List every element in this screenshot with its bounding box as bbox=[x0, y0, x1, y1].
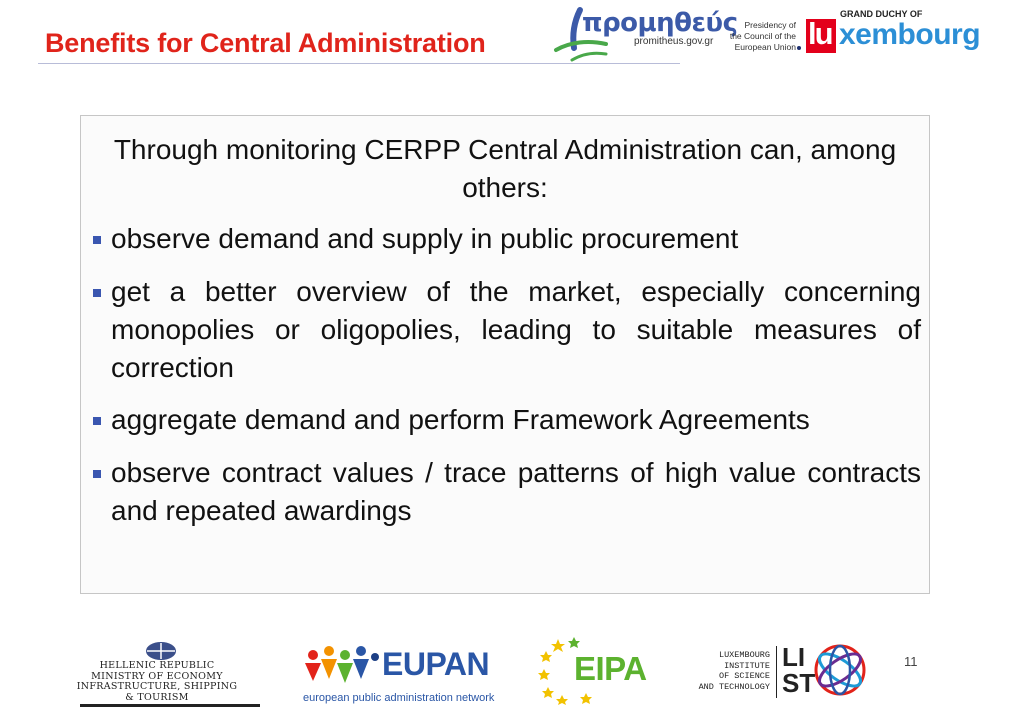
bullet-square-icon bbox=[93, 289, 101, 297]
eupan-subtitle: european public administration network bbox=[303, 692, 495, 704]
bullet-item bbox=[93, 220, 921, 258]
bullet-item bbox=[93, 454, 921, 530]
prometheus-wordmark: προμηθεύς bbox=[582, 8, 738, 38]
list-institute-label bbox=[698, 650, 770, 692]
list-globe-icon bbox=[812, 642, 868, 698]
list-separator bbox=[776, 646, 777, 698]
slide-title: Benefits for Central Administration bbox=[45, 28, 486, 58]
presidency-line: Presidency of bbox=[744, 20, 796, 30]
list-line: OF SCIENCE bbox=[718, 671, 770, 681]
luxembourg-grand-duchy-label: GRAND DUCHY OF bbox=[840, 9, 923, 19]
prometheus-url: promitheus.gov.gr bbox=[634, 36, 714, 47]
luxembourg-lu-text: lu bbox=[808, 16, 832, 51]
luxembourg-wordmark: xembourg bbox=[839, 18, 981, 51]
presidency-line: European Union bbox=[734, 42, 796, 52]
bullet-item bbox=[93, 401, 921, 439]
bullet-text: observe demand and supply in public procurement bbox=[111, 223, 739, 254]
hellenic-line: INFRASTRUCTURE, SHIPPING bbox=[76, 681, 238, 692]
hellenic-line: MINISTRY OF ECONOMY bbox=[91, 670, 223, 682]
hellenic-underline bbox=[80, 704, 260, 707]
bullet-text: aggregate demand and perform Framework Agreements bbox=[111, 404, 810, 435]
list-line: LUXEMBOURG bbox=[718, 650, 770, 660]
presidency-line: the Council of the bbox=[729, 31, 796, 41]
intro-text: Through monitoring CERPP Central Administration can, among others: bbox=[113, 134, 897, 203]
page-number: 11 bbox=[904, 654, 918, 669]
list-line: INSTITUTE bbox=[724, 660, 770, 671]
presidency-dot-icon bbox=[797, 46, 801, 50]
list-letters bbox=[782, 642, 816, 698]
bullet-square-icon bbox=[93, 236, 101, 244]
list-line: AND TECHNOLOGY bbox=[698, 681, 770, 692]
list-letter-row: LI bbox=[782, 642, 806, 672]
hellenic-emblem-icon bbox=[143, 640, 179, 662]
hellenic-ministry-label bbox=[50, 661, 264, 703]
bullet-text: observe contract values / trace patterns of high value contracts and repeated awardings bbox=[111, 457, 921, 526]
eupan-figures-icon bbox=[303, 641, 381, 689]
eipa-wordmark: EIPA bbox=[574, 650, 647, 687]
hellenic-line: HELLENIC REPUBLIC bbox=[99, 660, 215, 671]
list-letter-row: ST bbox=[782, 668, 816, 698]
presidency-label bbox=[728, 20, 796, 53]
hellenic-line: & TOURISM bbox=[125, 691, 189, 703]
eupan-wordmark: EUPAN bbox=[382, 646, 490, 682]
bullet-item bbox=[93, 273, 921, 387]
bullet-text: get a better overview of the market, especially concerning monopolies or oligopolies, leading to suitable measures of correction bbox=[111, 276, 921, 383]
bullet-square-icon bbox=[93, 470, 101, 478]
prometheus-logo bbox=[548, 4, 738, 64]
bullet-square-icon bbox=[93, 417, 101, 425]
